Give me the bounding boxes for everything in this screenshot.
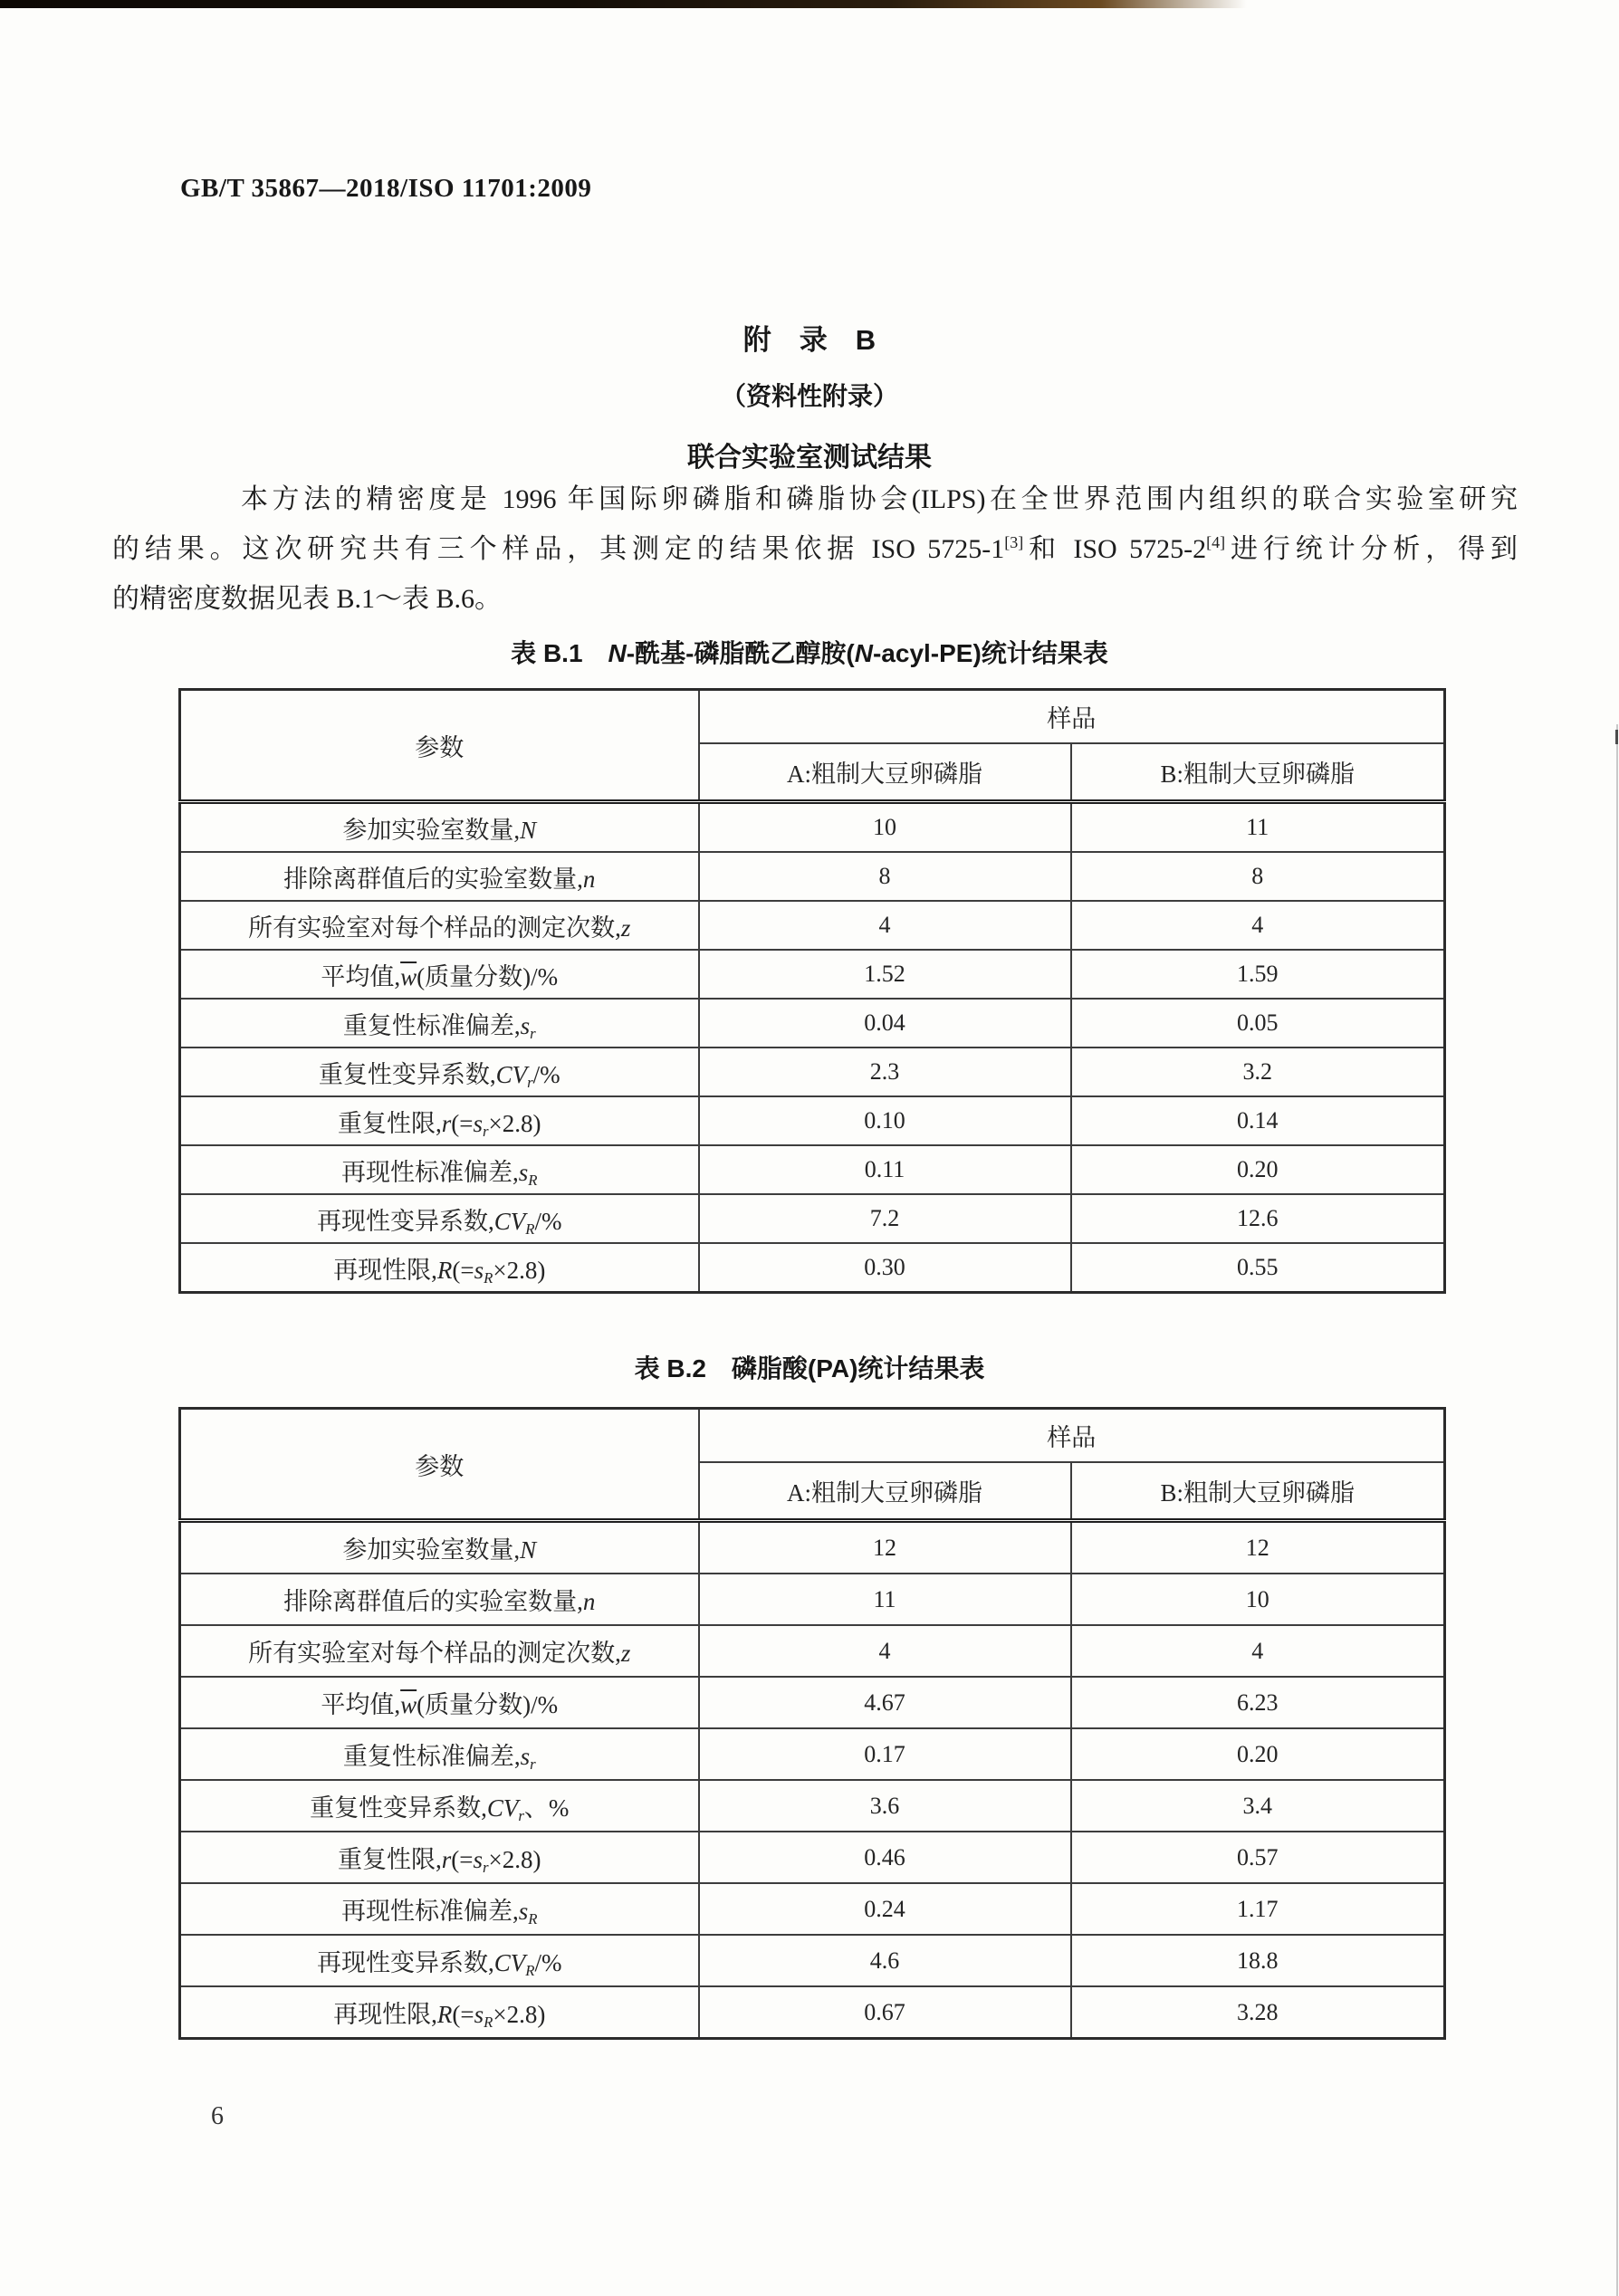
table-b2: [178, 1407, 1446, 2040]
value-cell-a: 11: [699, 1574, 1071, 1625]
row-label: 平均值$,\overline{w}$(质量分数)/%: [180, 1677, 699, 1728]
table-row: [180, 1677, 1445, 1728]
paragraph-line-1: 本方法的精密度是 1996 年国际卵磷脂和磷脂协会(ILPS)在全世界范围内组织的联合实验室研究: [241, 484, 1518, 514]
value-cell-a: 3.6: [699, 1780, 1071, 1832]
value-cell-a: 4.67: [699, 1677, 1071, 1728]
value-cell-b: 0.20: [1071, 1728, 1445, 1780]
value-cell-a: 4.6: [699, 1935, 1071, 1986]
table-row: [180, 1096, 1445, 1145]
table-row: [180, 802, 1445, 853]
value-cell-b: 3.28: [1071, 1986, 1445, 2039]
col-header-sample: 样品: [699, 1409, 1445, 1463]
table-row: [180, 1243, 1445, 1293]
table-header-row: [180, 690, 1445, 744]
intro-paragraph: [112, 474, 1518, 624]
row-label: 所有实验室对每个样品的测定次数,z: [180, 1625, 699, 1677]
table-b1: [178, 688, 1446, 1294]
col-header-sample-b: B:粗制大豆卵磷脂: [1071, 743, 1445, 802]
value-cell-a: 0.24: [699, 1883, 1071, 1935]
row-label: 参加实验室数量,N: [180, 1521, 699, 1574]
paragraph-line-3: 的精密度数据见表 B.1～表 B.6。: [112, 584, 503, 614]
value-cell-b: 4: [1071, 901, 1445, 950]
value-cell-b: 0.57: [1071, 1832, 1445, 1883]
table-row: [180, 1625, 1445, 1677]
row-label: 再现性限$,R(=s_R\times 2.8)$: [180, 1986, 699, 2039]
table-row: [180, 1048, 1445, 1096]
table-row: [180, 1935, 1445, 1986]
col-header-sample-b: B:粗制大豆卵磷脂: [1071, 1462, 1445, 1521]
standard-code: GB/T 35867—2018/ISO 11701:2009: [180, 174, 592, 203]
paragraph-line-2: 的结果。这次研究共有三个样品，其测定的结果依据 ISO 5725-1[3]和 ISO 5725-2[4]进行统计分析，得到: [112, 533, 1518, 564]
table-b1-caption: 表 B.1 N-酰基-磷脂酰乙醇胺(N-acyl-PE)统计结果表: [511, 639, 1108, 667]
value-cell-b: 1.59: [1071, 950, 1445, 999]
table-row: [180, 1986, 1445, 2039]
value-cell-b: 12: [1071, 1521, 1445, 1574]
row-label: 再现性标准偏差$,s_R$: [180, 1145, 699, 1194]
table-row: [180, 1574, 1445, 1625]
table-row: [180, 1832, 1445, 1883]
scan-artifact-right-tick: [1615, 730, 1618, 744]
col-header-sample: 样品: [699, 690, 1445, 744]
value-cell-b: 12.6: [1071, 1194, 1445, 1243]
row-label: 重复性标准偏差$,s_r$: [180, 1728, 699, 1780]
value-cell-a: 0.46: [699, 1832, 1071, 1883]
row-label: 排除离群值后的实验室数量,n: [180, 852, 699, 901]
table-row: [180, 1194, 1445, 1243]
row-label: 重复性变异系数$,CV_r$、%: [180, 1780, 699, 1832]
row-label: 重复性标准偏差$,s_r$: [180, 999, 699, 1048]
value-cell-a: 0.67: [699, 1986, 1071, 2039]
row-label: 再现性标准偏差$,s_R$: [180, 1883, 699, 1935]
row-label: 再现性变异系数$,CV_R/\%$: [180, 1194, 699, 1243]
value-cell-b: 0.05: [1071, 999, 1445, 1048]
row-label: 重复性限$,r(=s_r\times 2.8)$: [180, 1832, 699, 1883]
col-header-param: 参数: [180, 1409, 699, 1521]
value-cell-a: 4: [699, 1625, 1071, 1677]
value-cell-b: 3.4: [1071, 1780, 1445, 1832]
row-label: 重复性限$,r(=s_r\times 2.8)$: [180, 1096, 699, 1145]
table-row: [180, 1780, 1445, 1832]
value-cell-a: 1.52: [699, 950, 1071, 999]
appendix-heading: 联合实验室测试结果: [687, 443, 932, 473]
value-cell-a: 10: [699, 802, 1071, 853]
table-row: [180, 999, 1445, 1048]
value-cell-a: 0.11: [699, 1145, 1071, 1194]
value-cell-b: 11: [1071, 802, 1445, 853]
scan-artifact-top-strip: [0, 0, 1619, 8]
value-cell-b: 0.20: [1071, 1145, 1445, 1194]
table-b2-caption: 表 B.2 磷脂酸(PA)统计结果表: [634, 1354, 985, 1382]
appendix-title: 附 录 B: [742, 324, 877, 356]
table-row: [180, 1883, 1445, 1935]
value-cell-a: 8: [699, 852, 1071, 901]
value-cell-a: 2.3: [699, 1048, 1071, 1096]
table-row: [180, 1145, 1445, 1194]
page-number: 6: [211, 2102, 224, 2130]
table-header-row: [180, 1409, 1445, 1463]
scan-artifact-right-edge: [1616, 724, 1618, 2296]
value-cell-b: 1.17: [1071, 1883, 1445, 1935]
value-cell-a: 0.04: [699, 999, 1071, 1048]
value-cell-b: 3.2: [1071, 1048, 1445, 1096]
col-header-param: 参数: [180, 690, 699, 802]
value-cell-b: 0.55: [1071, 1243, 1445, 1293]
value-cell-a: 0.17: [699, 1728, 1071, 1780]
row-label: 再现性限$,R(=s_R\times 2.8)$: [180, 1243, 699, 1293]
appendix-subtitle: （资料性附录）: [720, 382, 898, 410]
table-row: [180, 1728, 1445, 1780]
value-cell-b: 8: [1071, 852, 1445, 901]
value-cell-a: 12: [699, 1521, 1071, 1574]
value-cell-b: 4: [1071, 1625, 1445, 1677]
row-label: 平均值$,\overline{w}$(质量分数)/%: [180, 950, 699, 999]
value-cell-a: 0.10: [699, 1096, 1071, 1145]
value-cell-a: 7.2: [699, 1194, 1071, 1243]
table-row: [180, 852, 1445, 901]
col-header-sample-a: A:粗制大豆卵磷脂: [699, 1462, 1071, 1521]
value-cell-b: 0.14: [1071, 1096, 1445, 1145]
value-cell-b: 6.23: [1071, 1677, 1445, 1728]
table-row: [180, 901, 1445, 950]
value-cell-a: 4: [699, 901, 1071, 950]
row-label: 参加实验室数量,N: [180, 802, 699, 853]
col-header-sample-a: A:粗制大豆卵磷脂: [699, 743, 1071, 802]
value-cell-b: 10: [1071, 1574, 1445, 1625]
row-label: 重复性变异系数$,CV_r/\%$: [180, 1048, 699, 1096]
row-label: 再现性变异系数$,CV_R/\%$: [180, 1935, 699, 1986]
table-row: [180, 950, 1445, 999]
table-row: [180, 1521, 1445, 1574]
value-cell-b: 18.8: [1071, 1935, 1445, 1986]
value-cell-a: 0.30: [699, 1243, 1071, 1293]
row-label: 所有实验室对每个样品的测定次数,z: [180, 901, 699, 950]
row-label: 排除离群值后的实验室数量,n: [180, 1574, 699, 1625]
